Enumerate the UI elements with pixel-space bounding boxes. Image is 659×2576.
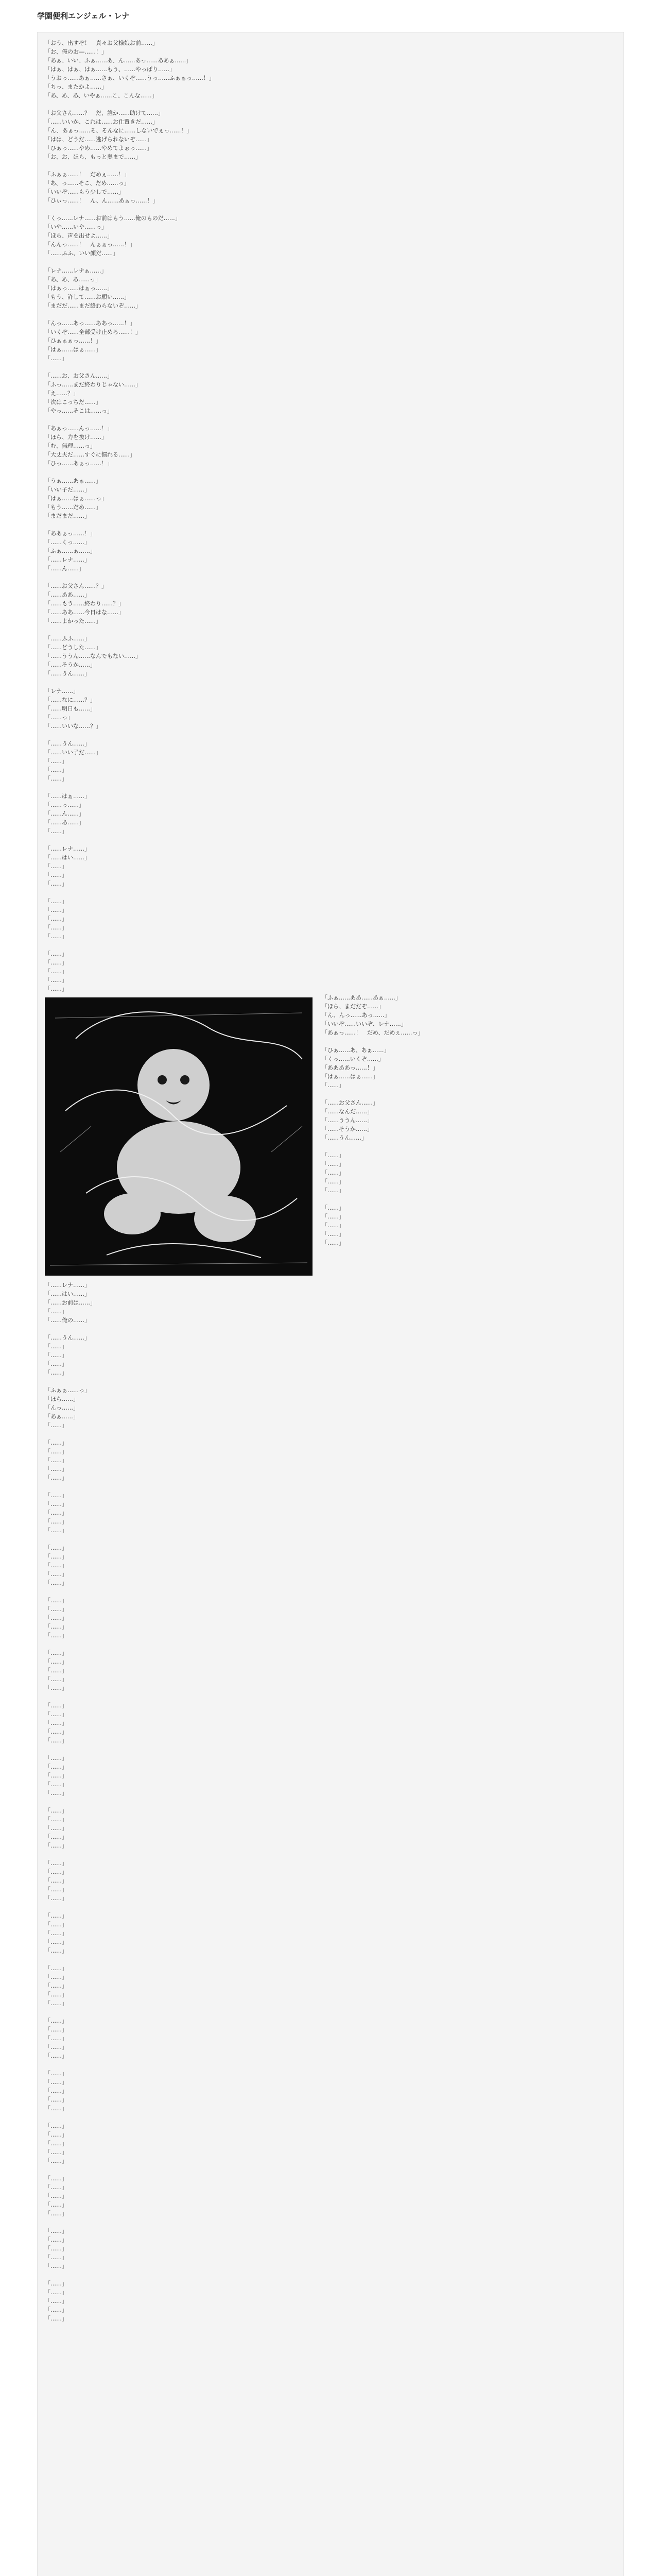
story-line: [322, 1142, 616, 1151]
story-line: 「……」: [45, 1650, 67, 1656]
story-line: 「……」: [45, 907, 67, 913]
story-line: 「うぁ……あぁ……」: [45, 478, 101, 484]
story-line: [322, 1195, 616, 1204]
story-line: 「……」: [45, 1571, 67, 1578]
story-line: 「……」: [45, 2053, 67, 2059]
story-line: 「……」: [45, 1764, 67, 1770]
story-line: 「……」: [322, 1178, 344, 1185]
story-line: 「……うん……」: [322, 1134, 367, 1141]
story-line: 「まだだ……まだ終わらないぞ……」: [45, 302, 141, 309]
story-line: 「……ふふ……」: [45, 635, 90, 642]
story-line: 「うおっ……あぁ……さぁ、いくぞ……うっ……ふぁぁっ……！」: [45, 75, 215, 81]
story-line: 「はぁっ……はぁっ……」: [45, 285, 113, 292]
story-line: 「お、俺のお―……！」: [45, 48, 107, 55]
story-line: 「ひぁっ……やめ……やめてよぉっ……」: [45, 145, 152, 151]
story-line: 「……」: [45, 2158, 67, 2164]
story-line: [45, 2165, 616, 2174]
story-line: 「……」: [322, 1082, 344, 1089]
story-line: 「……」: [45, 872, 67, 878]
story-line: [45, 161, 616, 170]
story-line: 「え……？」: [45, 390, 79, 397]
story-line: 「……」: [45, 1492, 67, 1499]
story-line: 「……」: [45, 1606, 67, 1613]
story-line: 「……」: [45, 2044, 67, 2050]
story-line: 「……」: [45, 2123, 67, 2129]
story-line: 「……」: [45, 1790, 67, 1797]
story-line: 「……」: [45, 2280, 67, 2287]
story-line: [45, 520, 616, 529]
story-line: 「……はぁ……」: [45, 793, 90, 800]
page-title: 学園便利エンジェル・レナ: [37, 11, 130, 21]
story-line: 「……なに……？」: [45, 697, 96, 703]
story-line: 「……」: [45, 968, 67, 975]
story-line: 「……」: [45, 2096, 67, 2103]
story-line: 「おう、出すぞ！ 真々お父様娘お前……」: [45, 40, 158, 46]
story-line: 「ん、んっ……あっ……」: [322, 1012, 390, 1019]
story-line: 「……」: [45, 1501, 67, 1507]
story-line: 「……」: [45, 2035, 67, 2042]
story-line: 「ひぁぁぁっ……！」: [45, 337, 101, 344]
story-line: 「……」: [45, 1860, 67, 1867]
story-line: 「……」: [45, 1755, 67, 1761]
story-line: 「……」: [45, 2193, 67, 2199]
story-line: [45, 1798, 616, 1806]
story-line: 「……お父さん……」: [322, 1099, 378, 1106]
story-line: [45, 1692, 616, 1701]
story-line: 「……」: [45, 2105, 67, 2112]
story-line: 「……ああ……今日はな……」: [45, 609, 124, 616]
story-line: 「ほら、まだだぞ……」: [322, 1003, 384, 1010]
story-line: 「……」: [45, 1623, 67, 1630]
story-line: 「レナ……」: [45, 688, 79, 694]
story-line: 「……」: [45, 1921, 67, 1928]
story-line: 「……」: [322, 1213, 344, 1220]
story-line: 「んんっ……！ んぁぁっ……！」: [45, 241, 135, 248]
story-line: 「……」: [45, 1816, 67, 1823]
story-line: 「……」: [322, 1170, 344, 1176]
story-line: 「……」: [45, 1772, 67, 1779]
story-line: 「……」: [45, 933, 67, 940]
story-line: 「ふぁ……ああ……あぁ……」: [322, 994, 401, 1001]
story-line: [45, 941, 616, 950]
story-line: 「……」: [322, 1240, 344, 1246]
story-line: 「……っ」: [45, 714, 73, 721]
story-line: 「……」: [45, 2079, 67, 2086]
illustration-drawing: [45, 997, 313, 1276]
story-line: 「……」: [45, 355, 67, 362]
story-line: [45, 625, 616, 634]
story-line: 「あ、あ、あ、いやぁ……こ、こんな……」: [45, 92, 158, 99]
story-line: 「……はい……」: [45, 1291, 90, 1297]
story-line: 「次はこっちだ……」: [45, 399, 101, 405]
story-line: [45, 1377, 616, 1386]
story-line: 「……」: [45, 2289, 67, 2296]
story-line: 「……」: [45, 1361, 67, 1367]
story-line: [45, 1535, 616, 1544]
story-line: 「……」: [45, 1728, 67, 1735]
story-line: 「……」: [45, 1720, 67, 1726]
story-line: 「お父さん……？ だ、誰か……助けて……」: [45, 110, 164, 116]
story-line: 「……」: [45, 775, 67, 782]
story-line: [45, 1430, 616, 1438]
story-line: 「……明日も……」: [45, 705, 96, 712]
story-line: 「ひぃっ……！ ん、ん……あぁっ……！」: [45, 197, 159, 204]
story-line: 「……」: [322, 1152, 344, 1159]
story-line: 「……」: [45, 1685, 67, 1691]
story-line: 「……」: [45, 2298, 67, 2304]
story-line: 「ん、あぁっ……そ、そんなに……しないでぇっ……！」: [45, 127, 193, 134]
story-line: 「……」: [45, 1702, 67, 1709]
story-line: 「……なんだ……」: [322, 1108, 373, 1115]
story-line: 「いいぞ……もう少しで……」: [45, 189, 124, 195]
story-line: 「……」: [45, 2236, 67, 2243]
story-line: 「……ん……」: [45, 810, 84, 817]
story-line: 「……」: [45, 1448, 67, 1455]
story-line: 「ふっ……まだ終わりじゃない……」: [45, 381, 141, 388]
story-line: 「……はい……」: [45, 854, 90, 861]
story-line: 「……レナ……」: [45, 1282, 90, 1289]
story-line: 「んっ……」: [45, 1404, 79, 1411]
story-line: 「いい子だ……」: [45, 486, 90, 493]
story-line: [45, 1903, 616, 1911]
story-line: 「レナ……レナぁ……」: [45, 267, 107, 274]
story-line: 「……お父さん……？」: [45, 583, 107, 589]
story-line: 「……」: [45, 1632, 67, 1639]
story-line: [322, 1037, 616, 1046]
story-line: 「……」: [45, 1869, 67, 1875]
story-line: 「……いい子だ……」: [45, 749, 101, 756]
story-line: 「ああああっ……！」: [322, 1064, 378, 1071]
story-line: 「……」: [45, 1308, 67, 1315]
story-line: 「……どうした……」: [45, 644, 101, 651]
story-line: 「……」: [45, 2307, 67, 2313]
story-line: 「……」: [45, 1895, 67, 1902]
story-line: 「くっ……レナ……お前はもう……俺のものだ……」: [45, 215, 181, 222]
story-line: [322, 1090, 616, 1098]
illustration-image: [45, 997, 313, 1276]
story-line: 「……」: [45, 2263, 67, 2269]
story-line: 「……あ……」: [45, 819, 84, 826]
story-line: 「ほら、力を抜け……」: [45, 434, 107, 440]
story-line: [45, 363, 616, 371]
story-line: [45, 2270, 616, 2279]
story-line: 「……くっ……」: [45, 539, 90, 546]
story-line: 「あぁっ……！ だめ、だめぇ……っ」: [322, 1029, 424, 1036]
story-line: 「……」: [45, 880, 67, 887]
story-line: 「ふぁぁ……！ だめぇ……！」: [45, 171, 130, 178]
story-line: 「……」: [322, 1231, 344, 1238]
story-line: 「……俺の……」: [45, 1317, 90, 1324]
story-line: 「……お、お父さん……」: [45, 372, 113, 379]
story-line: 「……」: [45, 767, 67, 773]
story-line: 「……」: [45, 1834, 67, 1840]
story-line: [45, 2060, 616, 2069]
story-text-panel: [37, 32, 624, 2576]
story-line: 「……うん……」: [45, 670, 90, 677]
story-line: 「……」: [45, 1658, 67, 1665]
story-line: 「……」: [322, 1161, 344, 1167]
story-line: 「……いいか、これは……お仕置きだ……」: [45, 118, 158, 125]
story-line: 「……いいな……？」: [45, 723, 101, 730]
story-line: 「ほら……」: [45, 1396, 79, 1402]
story-line: 「……レナ……」: [45, 845, 90, 852]
story-line: 「……レナ……」: [45, 556, 90, 563]
story-line: 「やっ……そこは……っ」: [45, 408, 113, 414]
story-line: 「……」: [45, 1877, 67, 1884]
story-line: 「……よかった……」: [45, 618, 101, 624]
story-line: 「……」: [45, 1422, 67, 1429]
story-line: 「まだまだ……」: [45, 513, 90, 519]
story-line: 「……」: [45, 916, 67, 922]
story-line: [45, 1482, 616, 1491]
story-line: 「……」: [45, 1930, 67, 1937]
story-line: [45, 836, 616, 844]
story-line: 「……」: [45, 1939, 67, 1945]
story-line: 「……」: [45, 2026, 67, 2033]
story-line: [45, 258, 616, 266]
story-line: [45, 468, 616, 477]
story-line: 「む、無理……っ」: [45, 443, 96, 449]
story-line: 「……」: [45, 977, 67, 984]
story-line: 「……」: [45, 1711, 67, 1718]
story-line: 「……」: [45, 1886, 67, 1893]
story-line: 「……」: [45, 1518, 67, 1525]
story-line: 「……」: [45, 898, 67, 905]
story-line: 「……」: [45, 1807, 67, 1814]
story-line: 「あ、あ、あ……っ」: [45, 276, 101, 283]
story-line: 「……」: [45, 2315, 67, 2322]
story-line: 「……」: [45, 2228, 67, 2234]
story-line: [45, 731, 616, 739]
story-line: 「はぁ、はぁ、はぁ……もう、……やっぱり……」: [45, 66, 175, 73]
story-line: 「……うん……」: [45, 740, 90, 747]
story-line: 「……そうか……」: [45, 662, 96, 668]
story-line: [45, 783, 616, 792]
story-line: [45, 573, 616, 582]
story-line: 「……」: [45, 2210, 67, 2217]
story-line: [45, 415, 616, 424]
story-line: 「大丈夫だ……すぐに慣れる……」: [45, 451, 135, 458]
story-line: 「……ううん……なんでもない……」: [45, 653, 141, 659]
story-line: 「……」: [45, 1615, 67, 1621]
story-line: 「ちっ、またかよ……」: [45, 83, 107, 90]
story-line: 「……お前は……」: [45, 1299, 96, 1306]
story-line: 「はぁ……はぁ……」: [45, 346, 101, 353]
story-line: 「あぁっ……んっ……！」: [45, 425, 113, 432]
story-line: 「……」: [45, 1737, 67, 1744]
story-line: 「……」: [45, 2088, 67, 2094]
story-line: 「……」: [45, 2201, 67, 2208]
story-line: 「……」: [45, 1580, 67, 1586]
story-line: 「あぁ……」: [45, 1413, 79, 1420]
story-line: 「ひっ……あぁっ……！」: [45, 460, 113, 467]
story-line: 「……」: [45, 828, 67, 835]
story-line: 「……」: [45, 1825, 67, 1832]
story-line: 「ふぁ……ぁ……」: [45, 548, 96, 554]
story-line: 「はぁ……はぁ……っ」: [45, 495, 107, 502]
story-line: 「……っ……」: [45, 802, 84, 808]
story-line: 「ほら、声を出せよ……」: [45, 232, 113, 239]
story-line: 「……」: [45, 2070, 67, 2077]
story-line: 「……」: [322, 1222, 344, 1229]
story-line: [45, 1955, 616, 1964]
story-line: 「……」: [45, 1965, 67, 1972]
story-line: 「……」: [45, 2131, 67, 2138]
story-line: 「ひぁ……あ、あぁ……」: [322, 1047, 390, 1054]
story-line: 「……」: [45, 1352, 67, 1359]
story-line: [45, 888, 616, 897]
story-line: [45, 1325, 616, 1333]
story-line: 「……うん……」: [45, 1334, 90, 1341]
story-line: 「あ、っ……そこ、だめ……っ」: [45, 180, 130, 187]
story-line: 「……」: [45, 2175, 67, 2182]
story-line: 「……」: [45, 1466, 67, 1472]
story-line: 「……」: [45, 1553, 67, 1560]
story-line: 「……」: [45, 1457, 67, 1464]
story-line: 「……」: [45, 1912, 67, 1919]
story-line: [45, 1850, 616, 1859]
story-line: [45, 678, 616, 687]
story-line: [45, 1745, 616, 1754]
story-line: 「……」: [45, 951, 67, 957]
story-line: [45, 1640, 616, 1649]
story-line: 「……」: [45, 1982, 67, 1989]
story-line: [45, 100, 616, 109]
story-line: 「……」: [45, 1545, 67, 1551]
story-line: 「いくぞ……全部受け止めろ……！」: [45, 329, 141, 335]
story-line: 「……」: [45, 1369, 67, 1376]
story-line: 「ああぁっ……！」: [45, 530, 96, 537]
story-line: [45, 2218, 616, 2227]
story-line: 「……」: [45, 1667, 67, 1674]
story-line: 「んっ……あっ……ああっ……！」: [45, 320, 135, 327]
story-line: 「いいぞ……いいぞ、レナ……」: [322, 1021, 407, 1027]
story-line: 「いや……いや……っ」: [45, 224, 107, 230]
story-line: 「……」: [45, 986, 67, 992]
story-line: 「……ううん……」: [322, 1117, 373, 1124]
story-line: 「……」: [45, 1842, 67, 1849]
story-line: 「くっ……いくぞ……」: [322, 1056, 384, 1062]
story-line: 「はぁ……はぁ……」: [322, 1073, 378, 1080]
story-line: 「……」: [45, 924, 67, 931]
story-line: [45, 1587, 616, 1596]
story-line: 「……」: [322, 1187, 344, 1194]
story-line: 「ふぁぁ……っ」: [45, 1387, 90, 1394]
story-line: 「……」: [45, 1475, 67, 1481]
story-line: 「……」: [45, 1781, 67, 1788]
story-line: 「……」: [45, 758, 67, 765]
story-line: 「はは、どうだ……逃げられないぞ……」: [45, 136, 152, 143]
story-line: 「……」: [322, 1205, 344, 1211]
story-line: 「……」: [45, 1343, 67, 1350]
story-line: 「もう……だめ……」: [45, 504, 101, 511]
story-line: [45, 310, 616, 319]
story-line: 「……」: [45, 2254, 67, 2261]
story-line: 「……ふふ、いい顔だ……」: [45, 250, 119, 257]
story-line: 「……」: [45, 1676, 67, 1683]
story-line: 「……」: [45, 863, 67, 870]
story-line: 「……」: [45, 2184, 67, 2191]
story-line: 「……」: [45, 1974, 67, 1980]
story-line: 「……」: [45, 1527, 67, 1534]
story-line: 「……もう……終わり……？」: [45, 600, 124, 607]
story-line: 「……」: [45, 1991, 67, 1998]
story-line: 「……」: [45, 2140, 67, 2147]
story-line: 「……」: [45, 1439, 67, 1446]
story-line: 「……」: [45, 2149, 67, 2156]
story-line: 「……」: [45, 959, 67, 966]
story-line: 「……」: [45, 2245, 67, 2252]
story-line: 「……」: [45, 2000, 67, 2007]
story-text-bottom: [45, 1281, 616, 2323]
story-line: 「……ああ……」: [45, 591, 90, 598]
story-line: 「もう、許して……お願い……」: [45, 294, 130, 300]
story-line: [45, 2008, 616, 2016]
story-line: 「……」: [45, 1510, 67, 1516]
story-line: 「……」: [45, 1947, 67, 1954]
story-line: 「……」: [45, 2018, 67, 2024]
story-line: 「お、お、ほら、もっと奥まで……」: [45, 154, 141, 160]
story-line: [45, 205, 616, 214]
story-line: 「あぁ、いい、ふぁ……あ、ん……あっ……ああぁ……」: [45, 57, 192, 64]
story-line: [45, 2113, 616, 2122]
story-line: 「……」: [45, 1562, 67, 1569]
story-line: 「……」: [45, 1597, 67, 1604]
story-line: 「……ん……」: [45, 565, 84, 572]
story-line: 「……そうか……」: [322, 1126, 373, 1132]
story-text-top: [45, 39, 616, 993]
